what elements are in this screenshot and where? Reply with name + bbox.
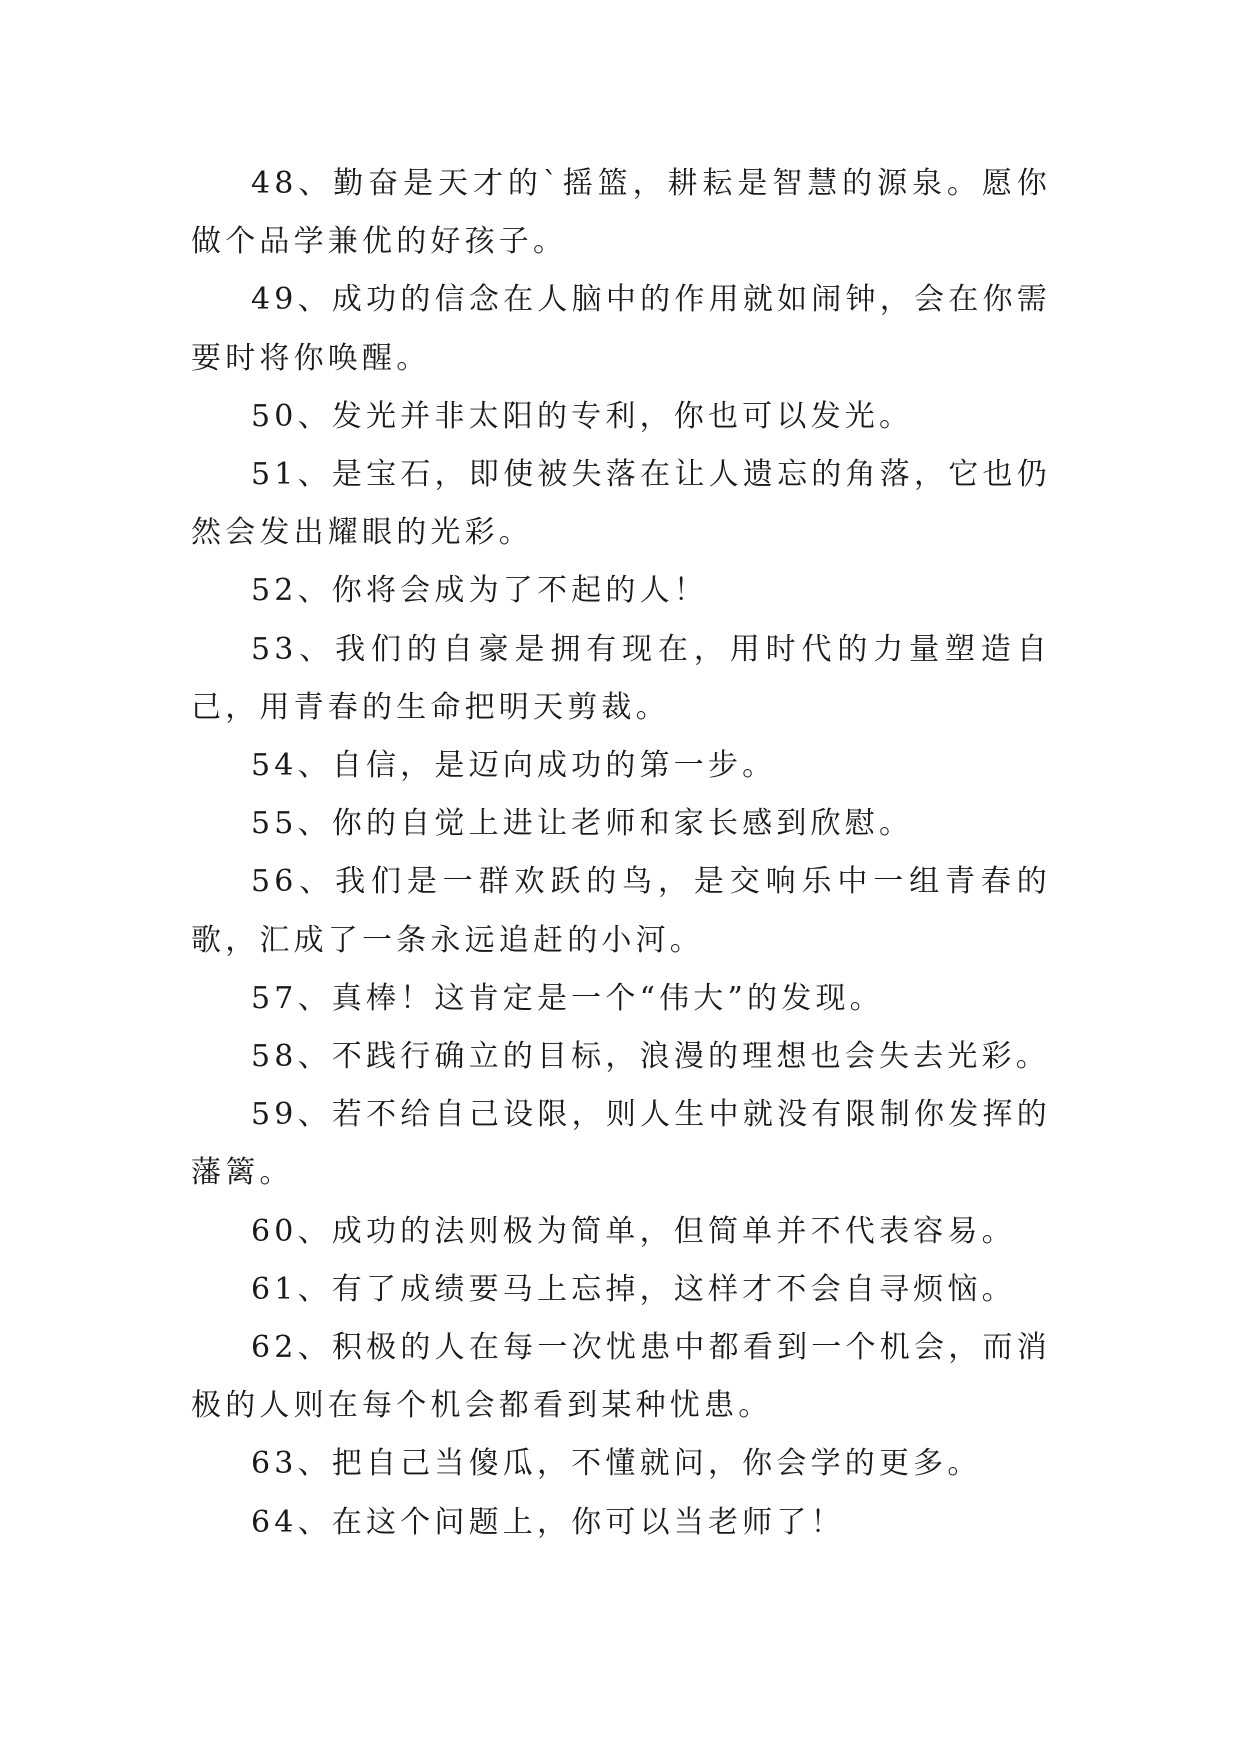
- paragraph-48: 48、勤奋是天才的`摇篮，耕耘是智慧的源泉。愿你做个品学兼优的好孩子。: [191, 166, 1051, 260]
- paragraph-61: 61、有了成绩要马上忘掉，这样才不会自寻烦恼。: [251, 1271, 1016, 1307]
- paragraph-63: 63、把自己当傻瓜，不懂就问，你会学的更多。: [251, 1446, 982, 1482]
- paragraph-49: 49、成功的信念在人脑中的作用就如闹钟，会在你需要时将你唤醒。: [191, 282, 1051, 376]
- paragraph-50: 50、发光并非太阳的专利，你也可以发光。: [251, 398, 914, 434]
- paragraph-58: 58、不践行确立的目标，浪漫的理想也会失去光彩。: [251, 1039, 1050, 1075]
- paragraph-53: 53、我们的自豪是拥有现在，用时代的力量塑造自己，用青春的生命把明天剪裁。: [191, 631, 1051, 725]
- paragraph-60: 60、成功的法则极为简单，但简单并不代表容易。: [251, 1213, 1016, 1249]
- paragraph-56: 56、我们是一群欢跃的鸟，是交响乐中一组青春的歌，汇成了一条永远追赶的小河。: [191, 864, 1051, 958]
- paragraph-55: 55、你的自觉上进让老师和家长感到欣慰。: [251, 806, 914, 842]
- paragraph-54: 54、自信，是迈向成功的第一步。: [251, 748, 777, 784]
- document-body: [191, 155, 1051, 1552]
- paragraph-62: 62、积极的人在每一次忧患中都看到一个机会，而消极的人则在每个机会都看到某种忧患。: [191, 1330, 1051, 1424]
- paragraph-59: 59、若不给自己设限，则人生中就没有限制你发挥的藩篱。: [191, 1097, 1051, 1191]
- paragraph-51: 51、是宝石，即使被失落在让人遗忘的角落，它也仍然会发出耀眼的光彩。: [191, 457, 1051, 551]
- paragraph-52: 52、你将会成为了不起的人！: [251, 573, 708, 609]
- paragraph-57: 57、真棒！这肯定是一个“伟大”的发现。: [251, 980, 884, 1016]
- paragraph-64: 64、在这个问题上，你可以当老师了！: [251, 1504, 845, 1540]
